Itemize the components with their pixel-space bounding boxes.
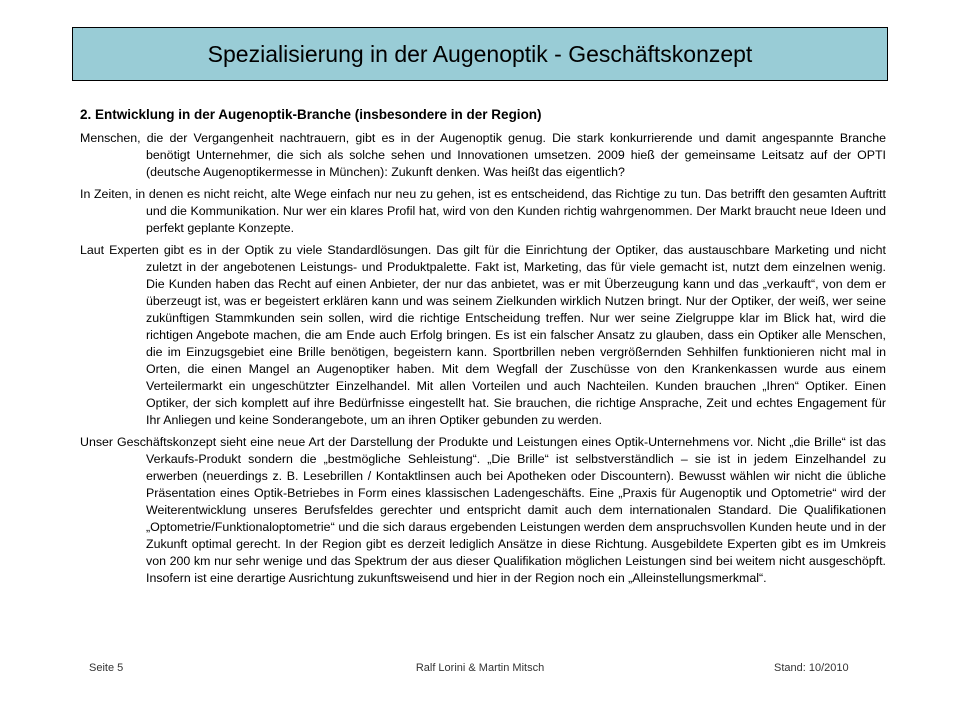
footer-date: Stand: 10/2010	[774, 662, 849, 674]
title-box	[72, 27, 888, 81]
paragraph-1: Menschen, die der Vergangenheit nachtrauern, gibt es in der Augenoptik genug. Die stark konkurrierende und damit angespannte Branche benötigt Unternehmer, die sich als solche sehen und Innovationen umsetzen. 2009 hieß der gemeinsame Leitsatz auf der OPTI (deutsche Augenoptikermesse in München): Zukunft denken. Was heißt das eigentlich?	[80, 131, 886, 179]
document-body	[80, 106, 886, 592]
paragraph-2: In Zeiten, in denen es nicht reicht, alte Wege einfach nur neu zu gehen, ist es entscheidend, das Richtige zu tun. Das betrifft den gesamten Auftritt und die Kommunikation. Nur wer ein klares Profil hat, wird von den Kunden richtig wahrgenommen. Der Markt braucht neue Ideen und perfekt geplante Konzepte.	[80, 187, 886, 235]
section-heading: 2. Entwicklung in der Augenoptik-Branche (insbesondere in der Region)	[80, 107, 542, 122]
footer-authors: Ralf Lorini & Martin Mitsch	[415, 662, 545, 674]
paragraph-3: Laut Experten gibt es in der Optik zu viele Standardlösungen. Das gilt für die Einrichtung der Optiker, das austauschbare Marketing und nicht zuletzt in der angebotenen Leistungs- und Produktpalette. Fakt ist, Marketing, das für viele gemacht ist, nutzt dem einzelnen wenig. Die Kunden haben das Recht auf einen Anbieter, der nur das anbietet, was er mit Überzeugung kann und das „verkauft“, von dem er überzeugt ist, was er begeistert erklären kann und was seinem Zielkunden wirklich Nutzen bringt. Nur der Optiker, der weiß, wer seine zukünftigen Stammkunden sein sollen, wird die richtige Entscheidung treffen. Nur wer seine Zielgruppe klar im Blick hat, wird die richtigen Angebote machen, die am Ende auch Erfolg bringen. Es ist ein falscher Ansatz zu glauben, dass ein Optiker alle Menschen, die im Einzugsgebiet eine Brille benötigen, begeistern kann. Sportbrillen neben vergrößernden Sehhilfen funktionieren nicht mal in Orten, die einen Mangel an Augenoptiker haben. Mit dem Wegfall der Zuschüsse von den Krankenkassen wurde aus einem Verteilermarkt ein ungeschützter Einzelhandel. Mit allen Vorteilen und auch Nachteilen. Kunden brauchen „Ihren“ Optiker. Einen Optiker, der sich komplett auf ihre Bedürfnisse eingestellt hat. Sie brauchen, die richtige Ansprache, Zeit und echtes Engagement für Ihr Anliegen und keine Sonderangebote, um an ihren Optiker gebunden zu werden.	[80, 243, 886, 427]
paragraph-4: Unser Geschäftskonzept sieht eine neue Art der Darstellung der Produkte und Leistungen eines Optik-Unternehmens vor. Nicht „die Brille“ ist das Verkaufs-Produkt sondern die „bestmögliche Sehleistung“. „Die Brille“ ist selbstverständlich – sie ist in jedem Einzelhandel zu erwerben (neuerdings z. B. Lesebrillen / Kontaktlinsen auch bei Apotheken oder Discountern). Bewusst wählen wir nicht die übliche Präsentation eines Optik-Betriebes in Form eines klassischen Ladengeschäfts. Eine „Praxis für Augenoptik und Optometrie“ wird der Weiterentwicklung unseres Berufsfeldes gerechter und entspricht damit auch dem internationalen Standard. Die Qualifikationen „Optometrie/Funktionaloptometrie“ und die sich daraus ergebenden Leistungen werden dem anspruchsvollen Kunden heute und in der Zukunft optimal gerecht. In der Region gibt es derzeit lediglich Ansätze in diese Richtung. Ausgebildete Experten gibt es im Umkreis von 200 km nur sehr wenige und das Spektrum der aus dieser Qualifikation möglichen Leistungen sind bei weitem nicht ausgeschöpft. Insofern ist eine derartige Ausrichtung zukunftsweisend und hier in der Region noch ein „Alleinstellungsmerkmal“.	[80, 435, 886, 585]
page-title: Spezialisierung in der Augenoptik - Geschäftskonzept	[207, 40, 753, 67]
footer-page-number: Seite 5	[89, 662, 124, 674]
